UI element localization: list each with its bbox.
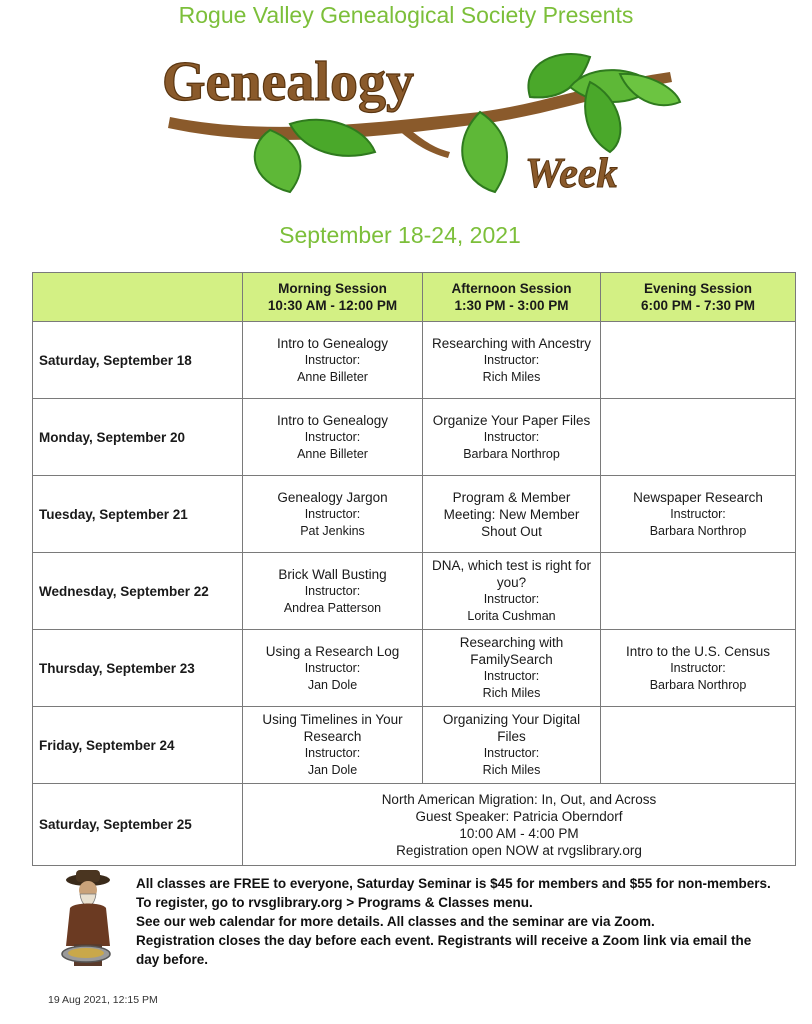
instructor-name: Andrea Patterson: [283, 600, 382, 615]
instructor-name: Rich Miles: [482, 763, 541, 777]
header-blank-cell: [33, 273, 243, 322]
instructor-name: Barbara Northrop: [649, 677, 747, 692]
instructor-label: Instructor:: [304, 506, 361, 521]
seminar-title: North American Migration: In, Out, and Across: [381, 791, 657, 807]
genealogy-week-logo: [150, 42, 690, 227]
seminar-row: [33, 784, 796, 866]
instructor-name: Jan Dole: [307, 763, 358, 777]
table-row: [33, 630, 796, 707]
footer-line-pricing: All classes are FREE to everyone, Saturday Seminar is $45 for members and $55 for non-members. To register, go to rvsglibrary.org > Programs & Classes menu.: [136, 876, 771, 910]
evening-session-cell: [601, 322, 796, 399]
session-title: Program & Member Meeting: New Member Shout Out: [443, 489, 580, 539]
instructor-name: Anne Billeter: [297, 446, 368, 461]
day-cell: Thursday, September 23: [33, 630, 243, 707]
session-title: Researching with Ancestry: [431, 335, 592, 351]
afternoon-session-cell: [423, 399, 601, 476]
instructor-label: Instructor:: [304, 429, 361, 444]
afternoon-session-cell: [423, 707, 601, 784]
footer-line-zoom: See our web calendar for more details. All classes and the seminar are via Zoom.: [136, 914, 655, 929]
schedule-table: [32, 272, 796, 866]
logo-word-week: Week: [525, 151, 618, 197]
session-title: Genealogy Jargon: [277, 489, 388, 505]
day-cell: Friday, September 24: [33, 707, 243, 784]
day-cell: Saturday, September 25: [33, 784, 243, 866]
header-afternoon: Afternoon Session 1:30 PM - 3:00 PM: [423, 273, 601, 322]
evening-session-cell: [601, 630, 796, 707]
seminar-registration: Registration open NOW at rvgslibrary.org: [396, 842, 642, 858]
instructor-label: Instructor:: [483, 592, 540, 606]
table-row: [33, 553, 796, 630]
session-title: Organizing Your Digital Files: [442, 712, 581, 744]
instructor-label: Instructor:: [304, 583, 361, 598]
evening-session-cell: [601, 553, 796, 630]
instructor-label: Instructor:: [483, 746, 540, 760]
session-title: Researching with FamilySearch: [459, 635, 564, 667]
session-title: Using a Research Log: [265, 643, 400, 659]
footer-line-registration: Registration closes the day before each event. Registrants will receive a Zoom link via email the day before.: [136, 933, 752, 967]
instructor-label: Instructor:: [670, 660, 726, 675]
presenter-heading: Rogue Valley Genealogical Society Presents: [178, 2, 634, 28]
instructor-name: Jan Dole: [307, 677, 358, 692]
afternoon-session-cell: [423, 630, 601, 707]
instructor-label: Instructor:: [483, 352, 540, 367]
morning-session-cell: [243, 322, 423, 399]
morning-session-cell: [243, 707, 423, 784]
session-title: Organize Your Paper Files: [432, 412, 591, 428]
instructor-name: Anne Billeter: [297, 369, 368, 384]
instructor-name: Rich Miles: [482, 686, 541, 700]
afternoon-session-cell: [423, 476, 601, 553]
table-row: [33, 476, 796, 553]
morning-session-cell: [243, 553, 423, 630]
day-cell: Monday, September 20: [33, 399, 243, 476]
footer-notes: [136, 874, 776, 969]
table-row: [33, 322, 796, 399]
evening-session-cell: [601, 399, 796, 476]
instructor-label: Instructor:: [304, 660, 361, 675]
morning-session-cell: [243, 476, 423, 553]
morning-session-cell: [243, 630, 423, 707]
instructor-label: Instructor:: [483, 669, 540, 683]
day-cell: Wednesday, September 22: [33, 553, 243, 630]
day-cell: Saturday, September 18: [33, 322, 243, 399]
instructor-name: Barbara Northrop: [649, 523, 747, 538]
instructor-label: Instructor:: [304, 746, 361, 760]
session-title: DNA, which test is right for you?: [431, 558, 592, 590]
instructor-label: Instructor:: [304, 352, 361, 367]
session-title: Using Timelines in Your Research: [262, 712, 403, 744]
day-cell: Tuesday, September 21: [33, 476, 243, 553]
afternoon-session-cell: [423, 322, 601, 399]
session-title: Intro to Genealogy: [276, 335, 389, 351]
instructor-name: Rich Miles: [482, 369, 541, 384]
instructor-label: Instructor:: [483, 429, 540, 444]
logo-word-genealogy: Genealogy: [162, 51, 414, 113]
prospector-illustration: [52, 866, 124, 976]
session-title: Newspaper Research: [633, 489, 763, 505]
print-timestamp: 19 Aug 2021, 12:15 PM: [48, 994, 158, 1006]
event-dates: September 18-24, 2021: [279, 222, 521, 248]
afternoon-session-cell: [423, 553, 601, 630]
evening-session-cell: [601, 476, 796, 553]
instructor-name: Lorita Cushman: [467, 609, 556, 623]
morning-session-cell: [243, 399, 423, 476]
instructor-name: Pat Jenkins: [300, 523, 365, 538]
header-evening: Evening Session 6:00 PM - 7:30 PM: [601, 273, 796, 322]
table-row: [33, 707, 796, 784]
session-title: Intro to the U.S. Census: [625, 643, 771, 659]
session-title: Intro to Genealogy: [276, 412, 389, 428]
seminar-cell: [243, 784, 796, 866]
table-row: [33, 399, 796, 476]
evening-session-cell: [601, 707, 796, 784]
instructor-label: Instructor:: [670, 506, 726, 521]
seminar-speaker: Guest Speaker: Patricia Oberndorf: [415, 808, 623, 824]
seminar-time: 10:00 AM - 4:00 PM: [459, 825, 579, 841]
session-title: Brick Wall Busting: [278, 566, 387, 582]
instructor-name: Barbara Northrop: [463, 446, 560, 461]
header-morning: Morning Session 10:30 AM - 12:00 PM: [243, 273, 423, 322]
schedule-header-row: [33, 273, 796, 322]
